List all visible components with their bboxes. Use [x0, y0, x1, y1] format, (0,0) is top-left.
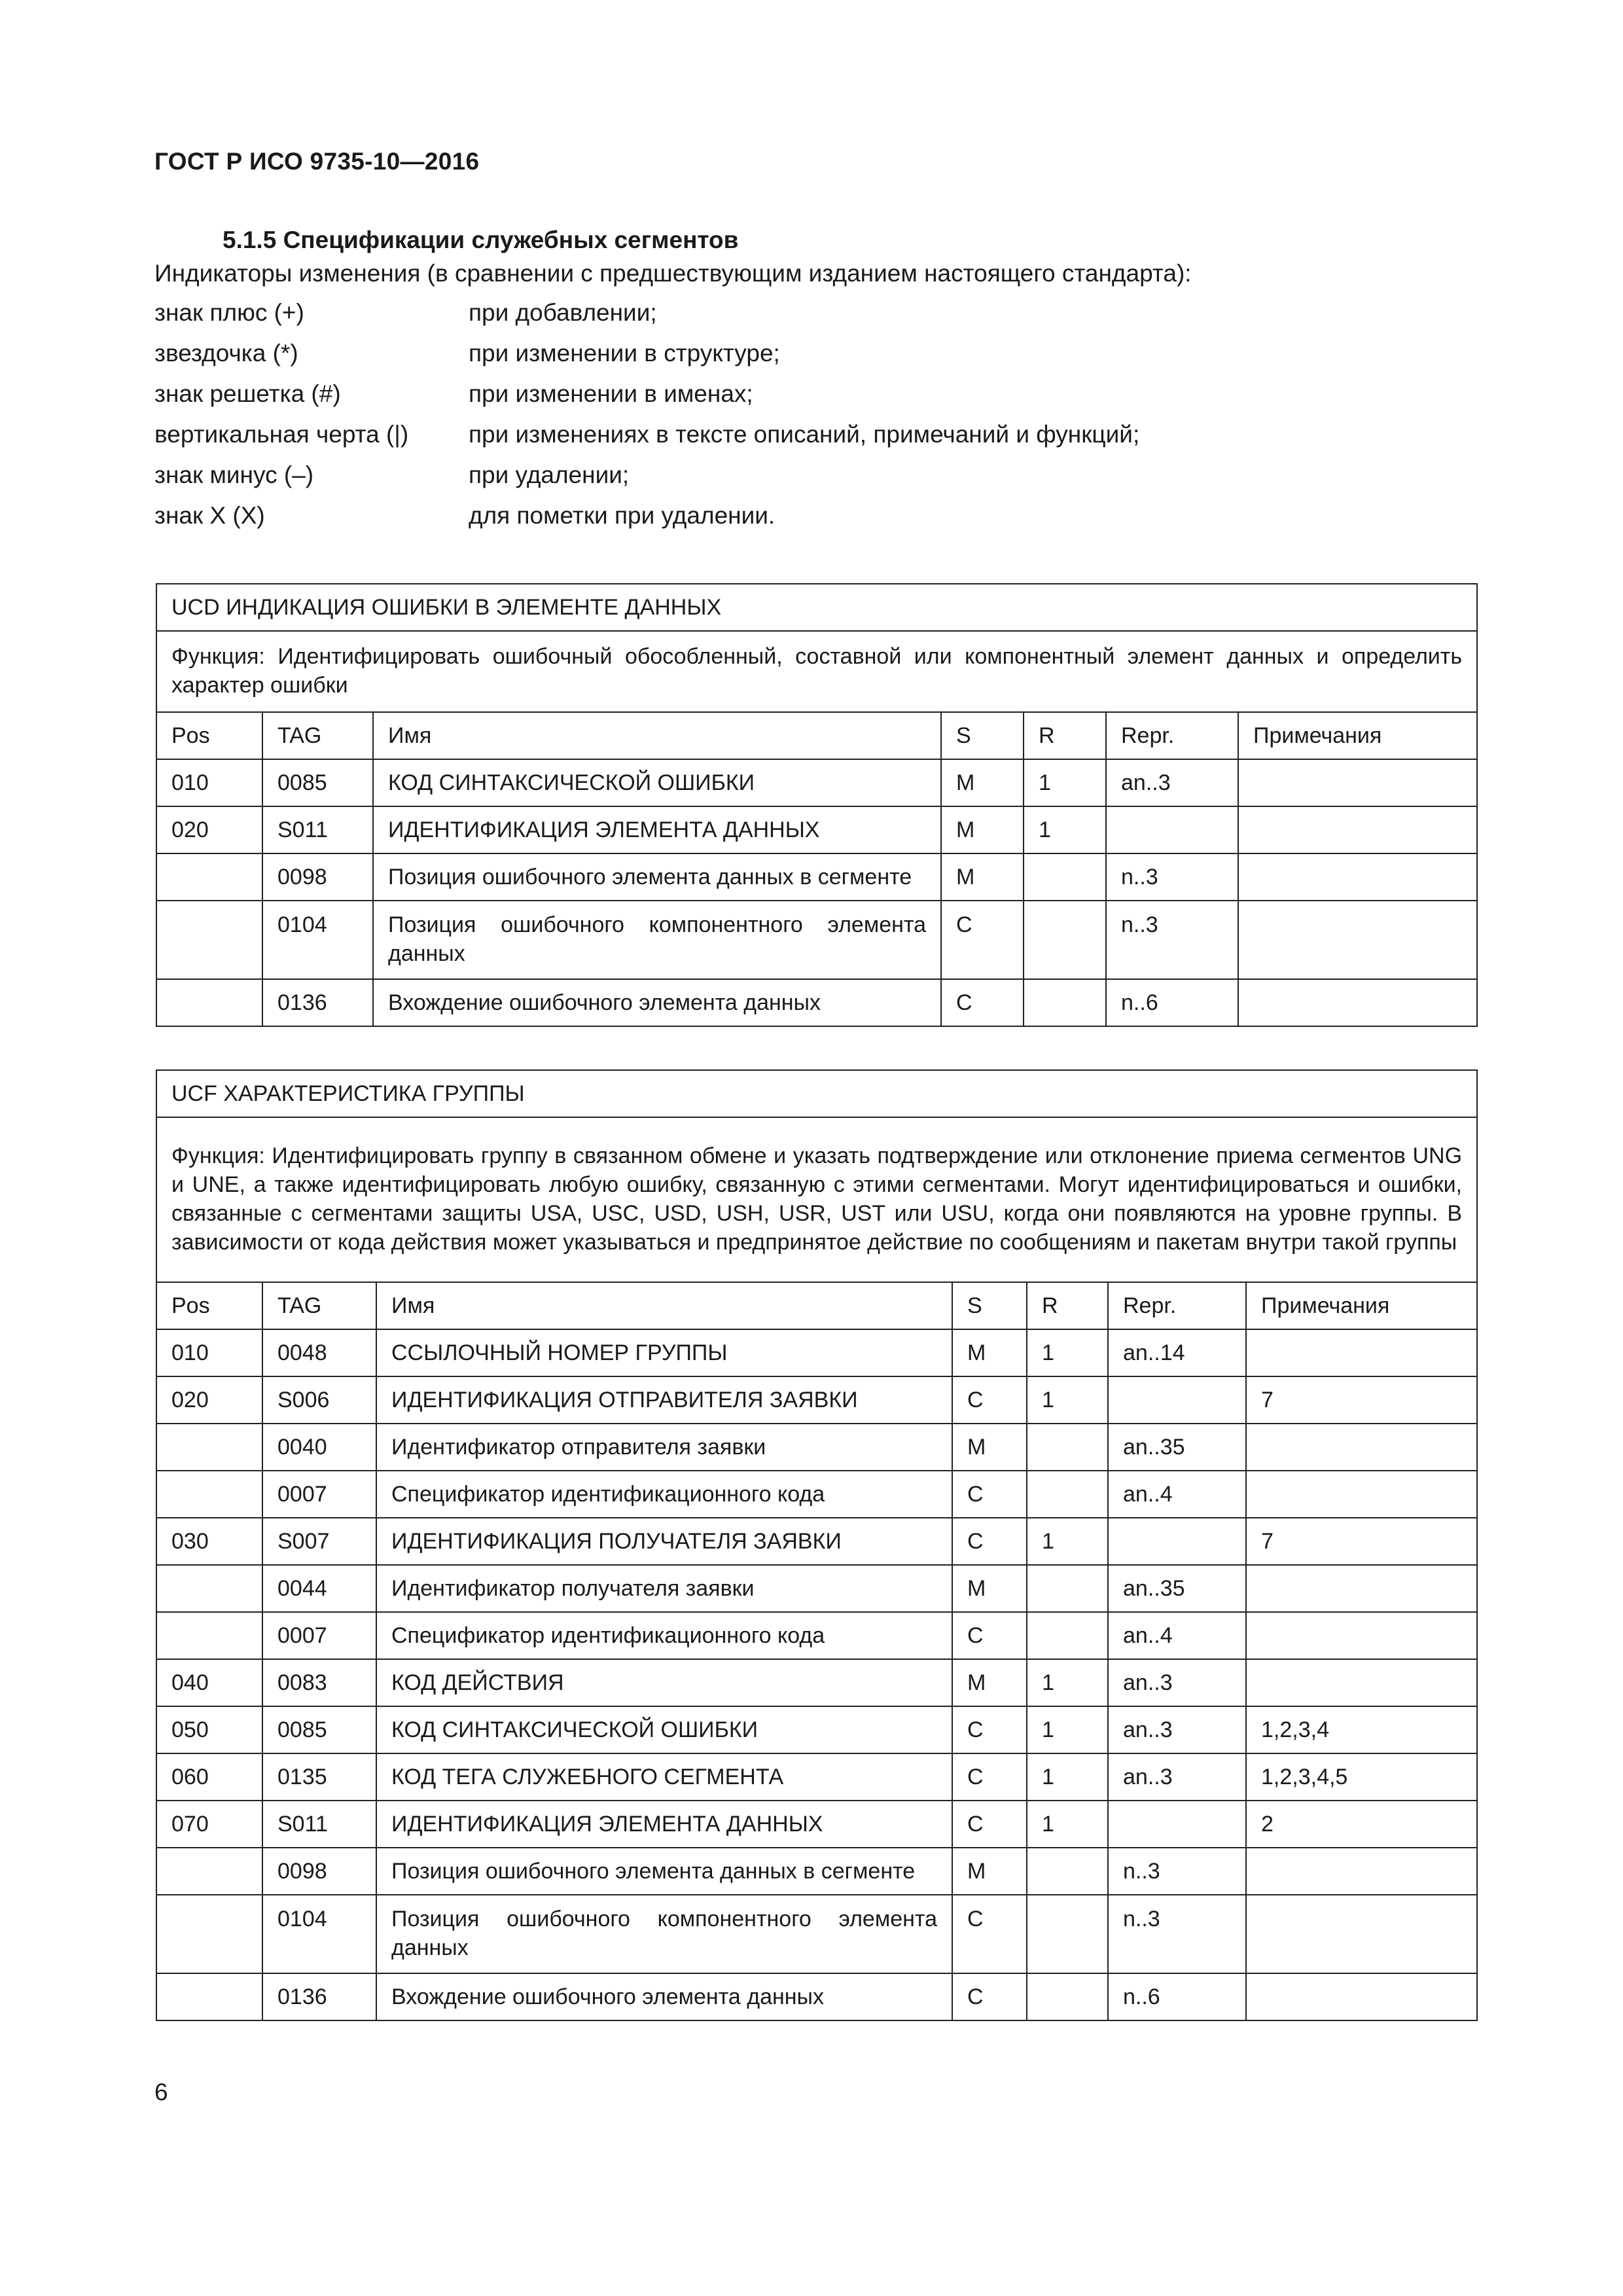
- cell-tag: 0136: [262, 1973, 376, 2020]
- cell-r: 1: [1027, 1753, 1108, 1801]
- cell-pos: 050: [156, 1706, 262, 1753]
- indicator-description: при изменениях в тексте описаний, примечаний и функций;: [469, 421, 1140, 448]
- cell-tag: 0007: [262, 1612, 376, 1659]
- cell-s: C: [952, 1612, 1027, 1659]
- col-header-tag: TAG: [262, 712, 373, 759]
- cell-tag: 0135: [262, 1753, 376, 1801]
- cell-name: Вхождение ошибочного элемента данных: [376, 1973, 952, 2020]
- indicator-symbol: звездочка (*): [154, 340, 298, 367]
- cell-s: M: [952, 1565, 1027, 1612]
- table-row: [156, 1895, 1477, 1973]
- cell-repr: [1106, 806, 1238, 853]
- cell-pos: 010: [156, 759, 262, 806]
- cell-repr: n..6: [1108, 1973, 1246, 2020]
- table-row: [156, 1471, 1477, 1518]
- cell-name: Позиция ошибочного компонентного элемента данных: [373, 901, 941, 979]
- cell-repr: n..3: [1106, 853, 1238, 901]
- table-row: [156, 1973, 1477, 2020]
- cell-name: Идентификатор получателя заявки: [376, 1565, 952, 1612]
- cell-name: ИДЕНТИФИКАЦИЯ ОТПРАВИТЕЛЯ ЗАЯВКИ: [376, 1376, 952, 1424]
- cell-r: [1027, 1973, 1108, 2020]
- cell-s: C: [941, 979, 1024, 1026]
- cell-tag: 0044: [262, 1565, 376, 1612]
- cell-pos: [156, 979, 262, 1026]
- section-title: 5.1.5 Спецификации служебных сегментов: [223, 226, 739, 253]
- table-row: [156, 759, 1477, 806]
- col-header-tag: TAG: [262, 1282, 376, 1329]
- cell-tag: 0085: [262, 1706, 376, 1753]
- indicator-symbol: знак X (X): [154, 502, 265, 529]
- col-header-pos: Pos: [156, 1282, 262, 1329]
- ucf-function: Функция: Идентифицировать группу в связанном обмене и указать подтверждение или отклонение приема сегментов UNG и UNE, а также идентифицировать любую ошибку, связанную с этими сегментами. Могут идентифицироваться и ошибки, связанные с сегментами защиты USA, USC, USD, USH, USR, UST или USU, когда они появляются на уровне группы. В зависимости от кода действия может указываться и предпринятое действие по сообщениям и пакетам внутри такой группы: [156, 1117, 1477, 1282]
- cell-name: Спецификатор идентификационного кода: [376, 1471, 952, 1518]
- indicator-symbol: знак плюс (+): [154, 299, 304, 326]
- cell-notes: [1246, 1895, 1477, 1973]
- cell-pos: [156, 1565, 262, 1612]
- cell-name: Позиция ошибочного элемента данных в сегменте: [376, 1848, 952, 1895]
- table-row: [156, 979, 1477, 1026]
- cell-repr: [1108, 1801, 1246, 1848]
- cell-s: M: [952, 1659, 1027, 1706]
- table-row: [156, 1706, 1477, 1753]
- cell-repr: an..3: [1108, 1659, 1246, 1706]
- ucd-title: UCD ИНДИКАЦИЯ ОШИБКИ В ЭЛЕМЕНТЕ ДАННЫХ: [156, 584, 1477, 631]
- col-header-s: S: [941, 712, 1024, 759]
- document-id: ГОСТ Р ИСО 9735-10—2016: [154, 148, 480, 175]
- cell-s: M: [952, 1424, 1027, 1471]
- cell-name: КОД ДЕЙСТВИЯ: [376, 1659, 952, 1706]
- cell-repr: an..4: [1108, 1471, 1246, 1518]
- cell-tag: S007: [262, 1518, 376, 1565]
- cell-repr: [1108, 1518, 1246, 1565]
- cell-repr: an..35: [1108, 1424, 1246, 1471]
- cell-s: C: [952, 1895, 1027, 1973]
- cell-tag: S006: [262, 1376, 376, 1424]
- cell-notes: [1238, 806, 1477, 853]
- indicator-symbol: знак минус (–): [154, 461, 314, 488]
- cell-s: C: [952, 1753, 1027, 1801]
- cell-pos: 030: [156, 1518, 262, 1565]
- table-header-row: [156, 712, 1477, 759]
- table-row: [156, 1329, 1477, 1376]
- cell-notes: 7: [1246, 1518, 1477, 1565]
- cell-name: ССЫЛОЧНЫЙ НОМЕР ГРУППЫ: [376, 1329, 952, 1376]
- cell-pos: [156, 1848, 262, 1895]
- cell-r: [1027, 1565, 1108, 1612]
- cell-r: [1027, 1471, 1108, 1518]
- cell-s: M: [941, 853, 1024, 901]
- cell-notes: [1246, 1659, 1477, 1706]
- indicator-description: при удалении;: [469, 461, 630, 488]
- indicator-symbol: знак решетка (#): [154, 380, 341, 407]
- cell-r: 1: [1024, 759, 1106, 806]
- indicator-item: [154, 502, 1398, 543]
- cell-notes: [1246, 1848, 1477, 1895]
- cell-pos: [156, 1424, 262, 1471]
- cell-tag: 0136: [262, 979, 373, 1026]
- cell-s: M: [941, 806, 1024, 853]
- cell-r: 1: [1027, 1706, 1108, 1753]
- cell-tag: 0098: [262, 1848, 376, 1895]
- col-header-repr: Repr.: [1106, 712, 1238, 759]
- table-row: [156, 1376, 1477, 1424]
- page-number: 6: [154, 2079, 168, 2106]
- col-header-repr: Repr.: [1108, 1282, 1246, 1329]
- cell-r: 1: [1027, 1801, 1108, 1848]
- table-row: [156, 1801, 1477, 1848]
- cell-pos: [156, 1973, 262, 2020]
- cell-r: 1: [1024, 806, 1106, 853]
- table-row: [156, 1659, 1477, 1706]
- table-row: [156, 1518, 1477, 1565]
- cell-r: 1: [1027, 1329, 1108, 1376]
- col-header-notes: Примечания: [1238, 712, 1477, 759]
- cell-pos: 060: [156, 1753, 262, 1801]
- cell-r: 1: [1027, 1518, 1108, 1565]
- ucf-segment-table: [156, 1069, 1478, 2021]
- indicator-symbol: вертикальная черта (|): [154, 421, 409, 448]
- indicator-item: [154, 340, 1398, 380]
- col-header-name: Имя: [373, 712, 941, 759]
- table-row: [156, 1424, 1477, 1471]
- col-header-pos: Pos: [156, 712, 262, 759]
- cell-pos: 040: [156, 1659, 262, 1706]
- cell-r: [1027, 1848, 1108, 1895]
- indicator-list: [154, 299, 1398, 543]
- cell-repr: an..3: [1108, 1753, 1246, 1801]
- table-row: [156, 901, 1477, 979]
- cell-name: КОД СИНТАКСИЧЕСКОЙ ОШИБКИ: [373, 759, 941, 806]
- cell-repr: an..4: [1108, 1612, 1246, 1659]
- cell-tag: 0083: [262, 1659, 376, 1706]
- cell-r: [1024, 901, 1106, 979]
- cell-tag: 0098: [262, 853, 373, 901]
- indicator-description: при изменении в структуре;: [469, 340, 780, 367]
- col-header-r: R: [1027, 1282, 1108, 1329]
- cell-s: M: [941, 759, 1024, 806]
- cell-s: C: [952, 1706, 1027, 1753]
- cell-name: КОД СИНТАКСИЧЕСКОЙ ОШИБКИ: [376, 1706, 952, 1753]
- col-header-r: R: [1024, 712, 1106, 759]
- cell-notes: [1246, 1329, 1477, 1376]
- cell-notes: [1246, 1424, 1477, 1471]
- table-header-row: [156, 1282, 1477, 1329]
- cell-notes: [1246, 1471, 1477, 1518]
- cell-tag: 0040: [262, 1424, 376, 1471]
- cell-repr: an..3: [1108, 1706, 1246, 1753]
- table-row: [156, 806, 1477, 853]
- cell-r: [1027, 1612, 1108, 1659]
- cell-tag: 0007: [262, 1471, 376, 1518]
- cell-name: Спецификатор идентификационного кода: [376, 1612, 952, 1659]
- col-header-notes: Примечания: [1246, 1282, 1477, 1329]
- ucd-segment-table: [156, 583, 1478, 1027]
- table-row: [156, 1612, 1477, 1659]
- cell-repr: n..3: [1106, 901, 1238, 979]
- cell-tag: 0085: [262, 759, 373, 806]
- cell-s: C: [941, 901, 1024, 979]
- cell-notes: [1246, 1565, 1477, 1612]
- cell-notes: 1,2,3,4,5: [1246, 1753, 1477, 1801]
- cell-pos: [156, 1612, 262, 1659]
- cell-s: M: [952, 1329, 1027, 1376]
- cell-s: C: [952, 1376, 1027, 1424]
- cell-pos: 010: [156, 1329, 262, 1376]
- cell-name: Позиция ошибочного элемента данных в сегменте: [373, 853, 941, 901]
- cell-notes: [1246, 1612, 1477, 1659]
- cell-repr: n..3: [1108, 1848, 1246, 1895]
- cell-pos: 070: [156, 1801, 262, 1848]
- cell-pos: [156, 1895, 262, 1973]
- cell-s: C: [952, 1518, 1027, 1565]
- cell-notes: [1238, 979, 1477, 1026]
- cell-repr: an..35: [1108, 1565, 1246, 1612]
- cell-notes: 7: [1246, 1376, 1477, 1424]
- cell-pos: 020: [156, 1376, 262, 1424]
- cell-name: Позиция ошибочного компонентного элемента данных: [376, 1895, 952, 1973]
- cell-s: C: [952, 1471, 1027, 1518]
- cell-notes: [1238, 853, 1477, 901]
- indicator-description: при добавлении;: [469, 299, 657, 326]
- table-row: [156, 1565, 1477, 1612]
- indicator-description: при изменении в именах;: [469, 380, 753, 407]
- cell-repr: an..14: [1108, 1329, 1246, 1376]
- intro-text: Индикаторы изменения (в сравнении с предшествующим изданием настоящего стандарта):: [154, 260, 1192, 287]
- cell-pos: [156, 1471, 262, 1518]
- cell-notes: 1,2,3,4: [1246, 1706, 1477, 1753]
- cell-r: 1: [1027, 1376, 1108, 1424]
- cell-r: [1027, 1895, 1108, 1973]
- cell-repr: n..6: [1106, 979, 1238, 1026]
- cell-r: [1027, 1424, 1108, 1471]
- cell-notes: [1238, 901, 1477, 979]
- cell-name: ИДЕНТИФИКАЦИЯ ПОЛУЧАТЕЛЯ ЗАЯВКИ: [376, 1518, 952, 1565]
- cell-name: Вхождение ошибочного элемента данных: [373, 979, 941, 1026]
- cell-name: ИДЕНТИФИКАЦИЯ ЭЛЕМЕНТА ДАННЫХ: [376, 1801, 952, 1848]
- indicator-item: [154, 380, 1398, 421]
- cell-pos: 020: [156, 806, 262, 853]
- cell-tag: 0104: [262, 901, 373, 979]
- col-header-name: Имя: [376, 1282, 952, 1329]
- cell-r: [1024, 853, 1106, 901]
- indicator-item: [154, 461, 1398, 502]
- cell-repr: [1108, 1376, 1246, 1424]
- cell-tag: S011: [262, 1801, 376, 1848]
- cell-notes: [1238, 759, 1477, 806]
- cell-tag: 0104: [262, 1895, 376, 1973]
- cell-repr: n..3: [1108, 1895, 1246, 1973]
- cell-tag: S011: [262, 806, 373, 853]
- cell-tag: 0048: [262, 1329, 376, 1376]
- cell-s: C: [952, 1801, 1027, 1848]
- ucd-function: Функция: Идентифицировать ошибочный обособленный, составной или компонентный элемент данных и определить характер ошибки: [156, 631, 1477, 712]
- ucf-title: UCF ХАРАКТЕРИСТИКА ГРУППЫ: [156, 1070, 1477, 1117]
- cell-name: Идентификатор отправителя заявки: [376, 1424, 952, 1471]
- cell-repr: an..3: [1106, 759, 1238, 806]
- col-header-s: S: [952, 1282, 1027, 1329]
- table-row: [156, 1848, 1477, 1895]
- cell-s: C: [952, 1973, 1027, 2020]
- indicator-item: [154, 421, 1398, 461]
- cell-name: КОД ТЕГА СЛУЖЕБНОГО СЕГМЕНТА: [376, 1753, 952, 1801]
- cell-pos: [156, 901, 262, 979]
- cell-r: [1024, 979, 1106, 1026]
- indicator-description: для пометки при удалении.: [469, 502, 776, 529]
- cell-notes: [1246, 1973, 1477, 2020]
- cell-s: M: [952, 1848, 1027, 1895]
- cell-pos: [156, 853, 262, 901]
- table-row: [156, 1753, 1477, 1801]
- cell-name: ИДЕНТИФИКАЦИЯ ЭЛЕМЕНТА ДАННЫХ: [373, 806, 941, 853]
- cell-r: 1: [1027, 1659, 1108, 1706]
- indicator-item: [154, 299, 1398, 340]
- cell-notes: 2: [1246, 1801, 1477, 1848]
- table-row: [156, 853, 1477, 901]
